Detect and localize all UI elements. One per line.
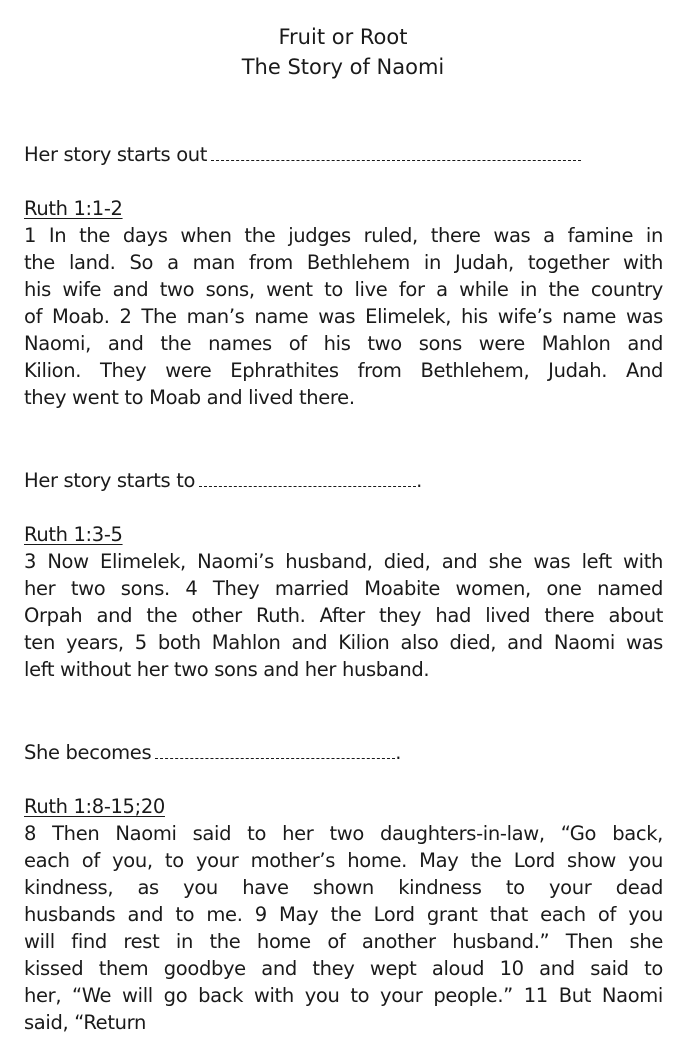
answer-blank-1[interactable] — [211, 141, 581, 161]
scripture-reference-1: Ruth 1:1-2 — [24, 197, 123, 220]
fill-in-prompt-1 — [24, 141, 663, 168]
passage-line: ten years, 5 both Mahlon and Kilion also died, and Naomi was — [24, 631, 663, 654]
passage-line: Naomi, and the names of his two sons were Mahlon and — [24, 332, 663, 355]
passage-line: 1 In the days when the judges ruled, there was a famine in — [24, 224, 663, 247]
title-line-2: The Story of Naomi — [241, 55, 445, 79]
prompt-text: She becomes — [24, 741, 152, 764]
passage-line: 8 Then Naomi said to her two daughters-in-law, “Go back, — [24, 822, 663, 845]
fill-in-prompt-3 — [24, 739, 663, 766]
scripture-reference-3: Ruth 1:8-15;20 — [24, 795, 165, 818]
passage-line: the land. So a man from Bethlehem in Judah, together with — [24, 251, 663, 274]
passage-line: Kilion. They were Ephrathites from Bethlehem, Judah. And — [24, 359, 663, 382]
prompt-suffix: . — [395, 741, 402, 764]
answer-blank-2[interactable] — [199, 467, 416, 487]
title-line-1: Fruit or Root — [278, 25, 408, 49]
answer-blank-3[interactable] — [155, 739, 395, 759]
passage-line: Orpah and the other Ruth. After they had lived there about — [24, 604, 663, 627]
prompt-text: Her story starts to — [24, 469, 196, 492]
passage-line: kindness, as you have shown kindness to your dead — [24, 876, 663, 899]
passage-line: will find rest in the home of another husband.” Then she — [24, 930, 663, 953]
passage-line: said, “Return — [24, 1011, 146, 1034]
prompt-text: Her story starts out — [24, 143, 208, 166]
scripture-reference-2: Ruth 1:3-5 — [24, 523, 123, 546]
passage-line: each of you, to your mother’s home. May the Lord show you — [24, 849, 663, 872]
passage-line: his wife and two sons, went to live for a while in the country — [24, 278, 663, 301]
passage-line: 3 Now Elimelek, Naomi’s husband, died, and she was left with — [24, 550, 663, 573]
passage-line: of Moab. 2 The man’s name was Elimelek, his wife’s name was — [24, 305, 663, 328]
passage-line: kissed them goodbye and they wept aloud 10 and said to — [24, 957, 663, 980]
passage-line: her two sons. 4 They married Moabite women, one named — [24, 577, 663, 600]
passage-line: they went to Moab and lived there. — [24, 386, 355, 409]
passage-line: her, “We will go back with you to your people.” 11 But Naomi — [24, 984, 663, 1007]
passage-line: left without her two sons and her husband. — [24, 658, 430, 681]
fill-in-prompt-2 — [24, 467, 663, 494]
passage-line: husbands and to me. 9 May the Lord grant that each of you — [24, 903, 663, 926]
prompt-suffix: . — [416, 469, 422, 492]
